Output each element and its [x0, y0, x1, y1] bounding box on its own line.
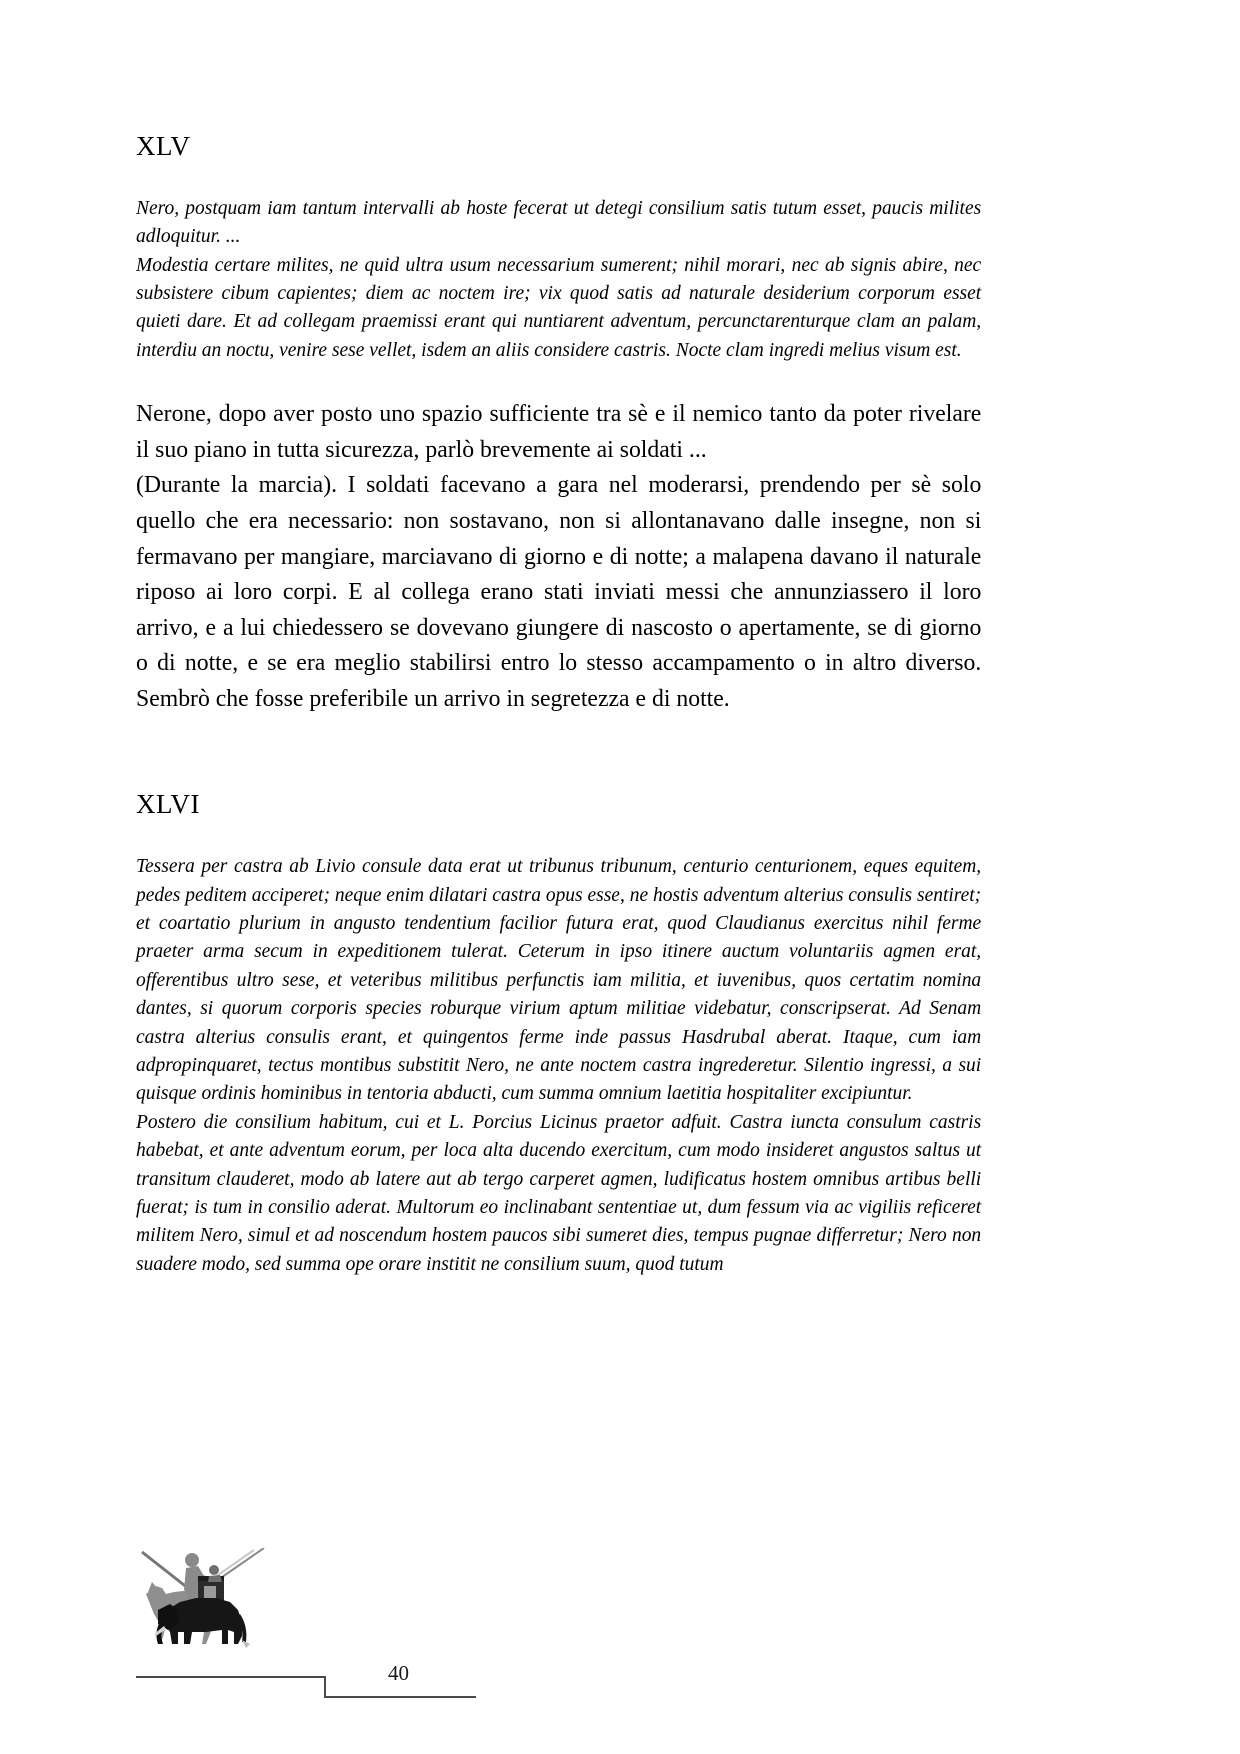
- spacer: [136, 162, 981, 194]
- ground-line: [136, 1676, 326, 1678]
- latin-text-xlvi: [136, 852, 981, 1278]
- page-content: [136, 132, 981, 1278]
- italian-paragraph: (Durante la marcia). I soldati facevano a gara nel moderarsi, prendendo per sè solo quello che era necessario: non sostavano, non si allontanavano dalle insegne, non si fermavano per mangiare, marciavano di giorno e di notte; a malapena davano il naturale riposo ai loro corpi. E al collega erano stati inviati messi che annunziassero il loro arrivo, e a lui chiedessero se dovevano giungere di nascosto o apertamente, se di giorno o di notte, e se era meglio stabilirsi entro lo stesso accampamento o in altro diverso. Sembrò che fosse preferibile un arrivo in segretezza e di notte.: [136, 471, 982, 712]
- page-number: 40: [388, 1661, 409, 1685]
- ground-step: [324, 1676, 326, 1698]
- chapter-heading-xlvi: XLVI: [136, 789, 201, 820]
- ground-line-lower: [324, 1696, 476, 1698]
- italian-paragraph: Nerone, dopo aver posto uno spazio sufficiente tra sè e il nemico tanto da poter rivelare il suo piano in tutta sicurezza, parlò brevemente ai soldati ...: [136, 400, 982, 463]
- latin-paragraph: Postero die consilium habitum, cui et L. Porcius Licinus praetor adfuit. Castra iuncta consulum castris habebat, et ante adventum eorum, per loca alta ducendo exercitum, cum modo insideret angustos saltus ut transitum clauderet, modo ab latere aut ab tergo carperet agmen, ludificatus hostem omnibus artibus belli fuerat; is tum in consilio aderat. Multorum eo inclinabant sententiae ut, dum fessum via ac vigiliis reficeret militem Nero, simul et ad noscendum hostem paucos sibi sumeret dies, tempus pugnae differretur; Nero non suadere modo, sed summa ope orare institit ne consilium suum, quod tutum: [136, 1110, 982, 1275]
- spacer: [136, 716, 981, 790]
- elephant-and-horseman-vignette-icon: [136, 1548, 271, 1676]
- page-footer: [136, 1548, 636, 1698]
- latin-paragraph: Tessera per castra ab Livio consule data erat ut tribunus tribunum, centurio centurionem, eques equitem, pedes peditem acciperet; neque enim dilatari castra opus esse, ne hostis adventum alterius consulis sentiret; et coartatio plurium in angusto tendentium facilior futura erat, quod Claudianus exercitus nihil ferme praeter arma secum in expeditionem tulerat. Ceterum in ipso itinere auctum voluntariis agmen erat, offerentibus ultro sese, et veteribus militibus perfunctis iam militia, et iuvenibus, quos certatim nomina dantes, si quorum corporis species roburque virium aptum militiae videbatur, conscripserat. Ad Senam castra alterius consulis erant, et quingentos ferme inde passus Hasdrubal aberat. Itaque, cum iam adpropinquaret, tectus montibus substitit Nero, ne ante noctem castra ingrederetur. Silentio ingressi, a sui quisque ordinis hominibus in tentoria abducti, cum summa omnium laetitia hospitaliter excipiuntur.: [136, 855, 982, 1105]
- spacer: [136, 364, 981, 396]
- latin-text-xlv: [136, 194, 981, 364]
- spacer: [136, 820, 981, 852]
- latin-paragraph: Modestia certare milites, ne quid ultra usum necessarium sumerent; nihil morari, nec ab signis abire, nec subsistere cibum capientes; diem ac noctem ire; vix quod satis ad naturale desiderium corporum esset quieti dare. Et ad collegam praemissi erant qui nuntiarent adventum, percunctarenturque clam an palam, interdiu an noctu, venire sese vellet, isdem an aliis considere castris. Nocte clam ingredi melius visum est.: [136, 253, 982, 361]
- chapter-heading-xlv: XLV: [136, 131, 191, 161]
- latin-paragraph: Nero, postquam iam tantum intervalli ab hoste fecerat ut detegi consilium satis tutum esset, paucis milites adloquitur. ...: [136, 196, 982, 248]
- italian-text-xlv: [136, 396, 981, 716]
